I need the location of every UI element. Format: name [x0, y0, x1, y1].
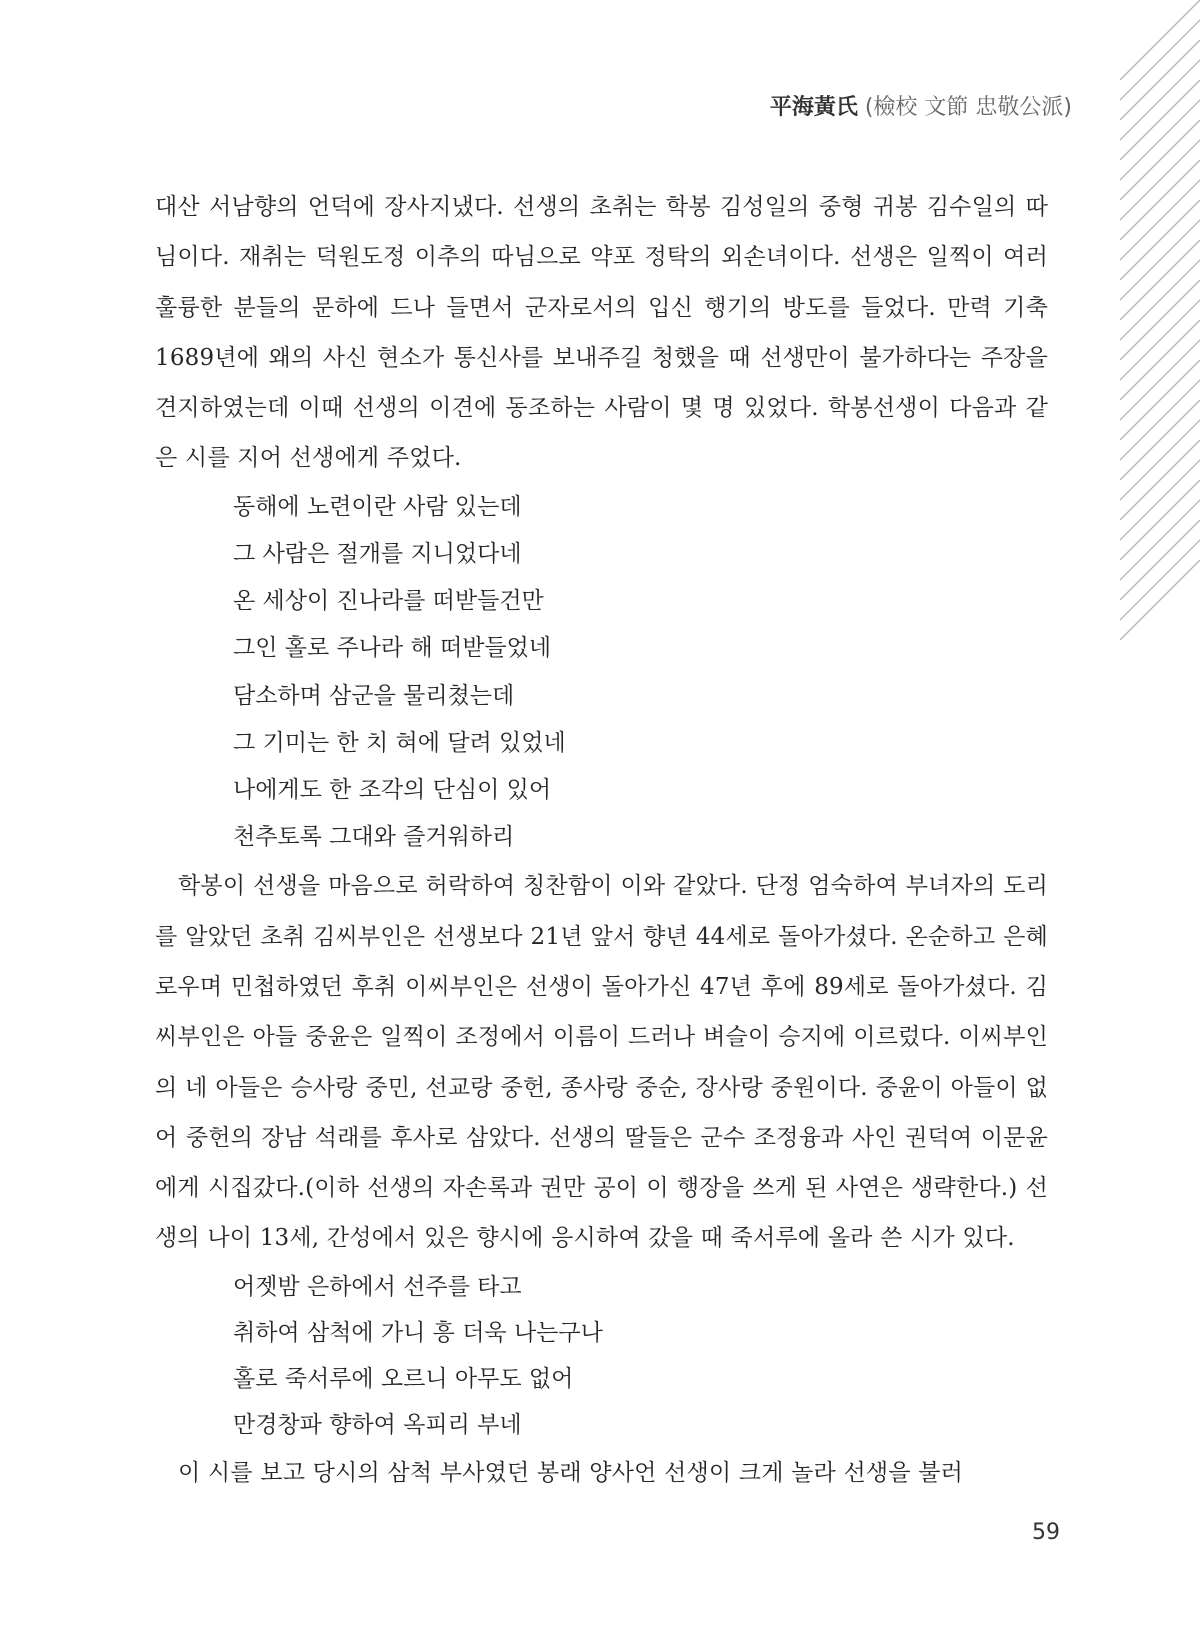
page-number: 59: [1032, 1520, 1060, 1545]
poem-1: [155, 484, 1048, 862]
poem-2: [155, 1264, 1048, 1448]
poem-line: 천추토록 그대와 즐거워하리: [233, 824, 515, 851]
poem-line: 홀로 죽서루에 오르니 아무도 없어: [233, 1365, 574, 1392]
poem-line: 그인 홀로 주나라 해 떠받들었네: [233, 635, 552, 662]
poem-line: 어젯밤 은하에서 선주를 타고: [233, 1273, 522, 1300]
poem-line: 온 세상이 진나라를 떠받들건만: [233, 588, 544, 615]
paragraph-3: 이 시를 보고 당시의 삼척 부사였던 봉래 양사언 선생이 크게 놀라 선생을 불러: [178, 1459, 964, 1486]
page-body: [155, 182, 1048, 1498]
poem-line: 동해에 노련이란 사람 있는데: [233, 493, 522, 520]
diagonal-stripes-decoration: [1120, 0, 1200, 650]
poem-line: 만경창파 향하여 옥피리 부네: [233, 1411, 522, 1438]
paragraph-2: 학봉이 선생을 마음으로 허락하여 칭찬함이 이와 같았다. 단정 엄숙하여 부녀자의 도리를 알았던 초취 김씨부인은 선생보다 21년 앞서 향년 44세로 돌아가셨다. 온순하고 은혜로우며 민첩하였던 후취 이씨부인은 선생이 돌아가신 47년 후에 89세로 돌아가셨다. 김씨부인은 아들 중윤은 일찍이 조정에서 이름이 드러나 벼슬이 승지에 이르렀다. 이씨부인의 네 아들은 승사랑 중민, 선교랑 중헌, 종사랑 중순, 장사랑 중원이다. 중윤이 아들이 없어 중헌의 장남 석래를 후사로 삼았다. 선생의 딸들은 군수 조정융과 사인 권덕여 이문윤에게 시집갔다.(이하 선생의 자손록과 권만 공이 이 행장을 쓰게 된 사연은 생략한다.) 선생의 나이 13세, 간성에서 있은 향시에 응시하여 갔을 때 죽서루에 올라 쓴 시가 있다.: [155, 873, 1048, 1252]
poem-line: 나에게도 한 조각의 단심이 있어: [233, 777, 552, 803]
poem-line: 담소하며 삼군을 물리쳤는데: [233, 682, 515, 709]
poem-line: 취하여 삼척에 가니 흥 더욱 나는구나: [233, 1319, 603, 1346]
header-family-name: 平海黃氏: [769, 95, 858, 120]
running-header: [770, 90, 1072, 121]
header-branch-name: (檢校 文節 忠敬公派): [864, 95, 1072, 120]
poem-line: 그 사람은 절개를 지니었다네: [233, 540, 522, 567]
poem-line: 그 기미는 한 치 혀에 달려 있었네: [233, 729, 566, 756]
paragraph-1: 대산 서남향의 언덕에 장사지냈다. 선생의 초취는 학봉 김성일의 중형 귀봉 김수일의 따님이다. 재취는 덕원도정 이추의 따님으로 약포 정탁의 외손녀이다. 선생은 일찍이 여러 훌륭한 분들의 문하에 드나 들면서 군자로서의 입신 행기의 방도를 들었다. 만력 기축 1689년에 왜의 사신 현소가 통신사를 보내주길 청했을 때 선생만이 불가하다는 주장을 견지하였는데 이때 선생의 이견에 동조하는 사람이 몇 명 있었다. 학봉선생이 다음과 같은 시를 지어 선생에게 주었다.: [155, 194, 1048, 472]
